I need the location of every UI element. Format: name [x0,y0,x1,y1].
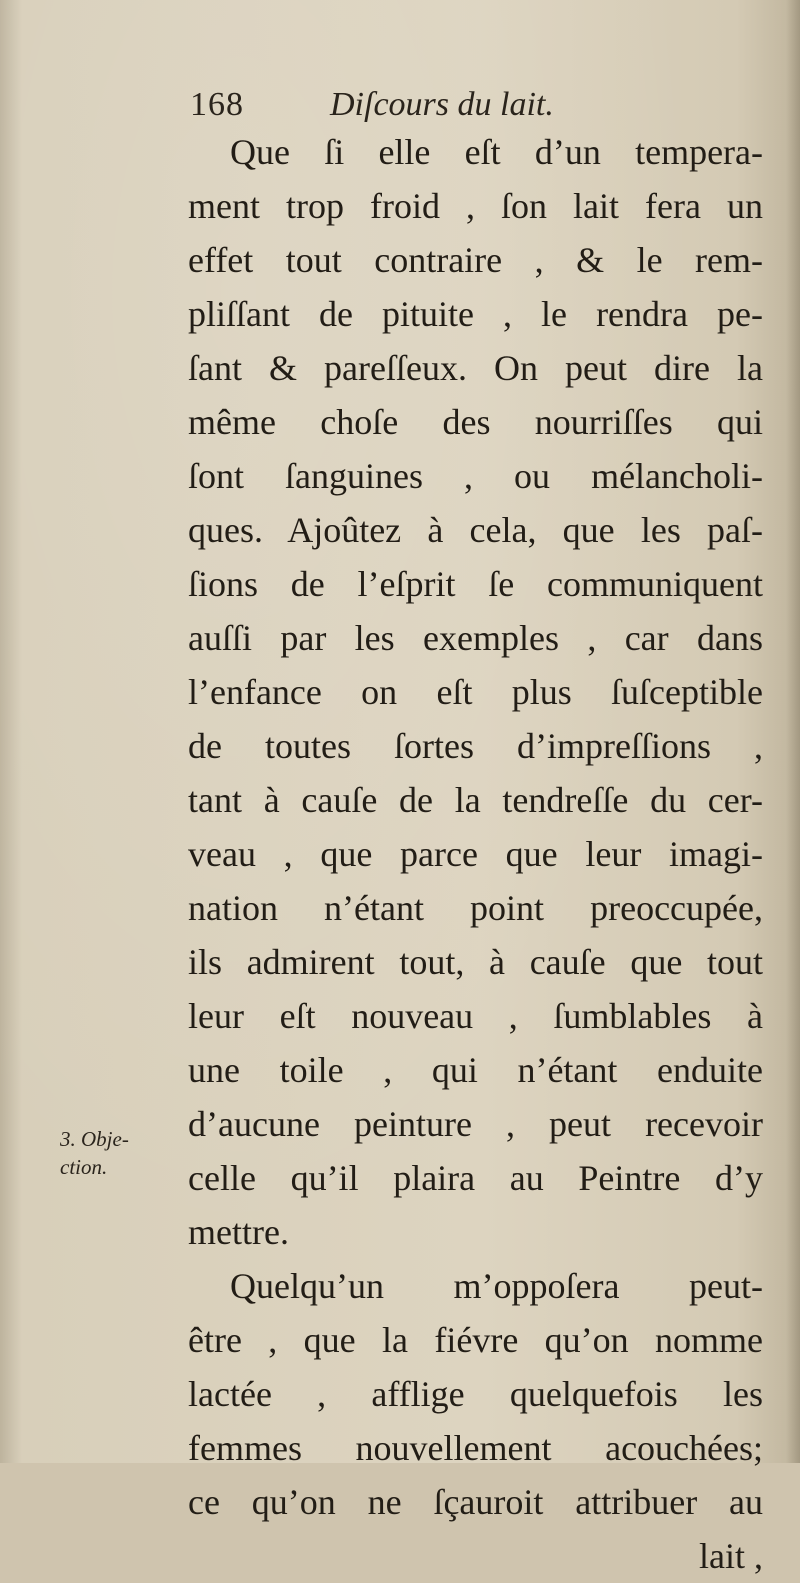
text-line: pliſſant de pituite , le rendra pe- [188,294,763,334]
text-line: nation n’étant point preoccupée, [188,888,763,928]
margin-note-line: 3. Obje- [60,1127,129,1151]
page-number: 168 [190,86,244,123]
running-head: Diſcours du lait. [330,86,554,123]
text-line: ſant & pareſſeux. On peut dire la [188,348,763,388]
text-line: une toile , qui n’étant enduite [188,1050,763,1090]
text-line: même choſe des nourriſſes qui [188,402,763,442]
page-edge-shadow [786,0,800,1463]
text-line: auſſi par les exemples , car dans [188,618,763,658]
text-line: veau , que parce que leur imagi- [188,834,763,874]
catchword: lait , [699,1536,763,1576]
text-line: ques. Ajoûtez à cela, que les paſ- [188,510,763,550]
text-line: ce qu’on ne ſçauroit attribuer au [188,1482,763,1522]
text-line: lactée , afflige quelquefois les [188,1374,763,1414]
text-line: leur eſt nouveau , ſumblables à [188,996,763,1036]
text-line: Que ſi elle eſt d’un tempera- [230,132,763,172]
text-line: l’enfance on eſt plus ſuſceptible [188,672,763,712]
text-line: effet tout contraire , & le rem- [188,240,763,280]
text-line: ſont ſanguines , ou mélancholi- [188,456,763,496]
text-line: femmes nouvellement acouchées; [188,1428,763,1468]
text-line: Quelqu’un m’oppoſera peut- [230,1266,763,1306]
body-text [188,125,763,1583]
text-line: ſions de l’eſprit ſe communiquent [188,564,763,604]
text-line: d’aucune peinture , peut recevoir [188,1104,763,1144]
page-header [190,80,750,130]
text-line: mettre. [188,1212,289,1252]
text-line: tant à cauſe de la tendreſſe du cer- [188,780,763,820]
margin-note-line: ction. [60,1155,108,1179]
text-line: de toutes ſortes d’impreſſions , [188,726,763,766]
text-line: ils admirent tout, à cauſe que tout [188,942,763,982]
text-line: ment trop froid , ſon lait fera un [188,186,763,226]
text-line: être , que la fiévre qu’on nomme [188,1320,763,1360]
text-line: celle qu’il plaira au Peintre d’y [188,1158,763,1198]
margin-note [60,1125,160,1181]
